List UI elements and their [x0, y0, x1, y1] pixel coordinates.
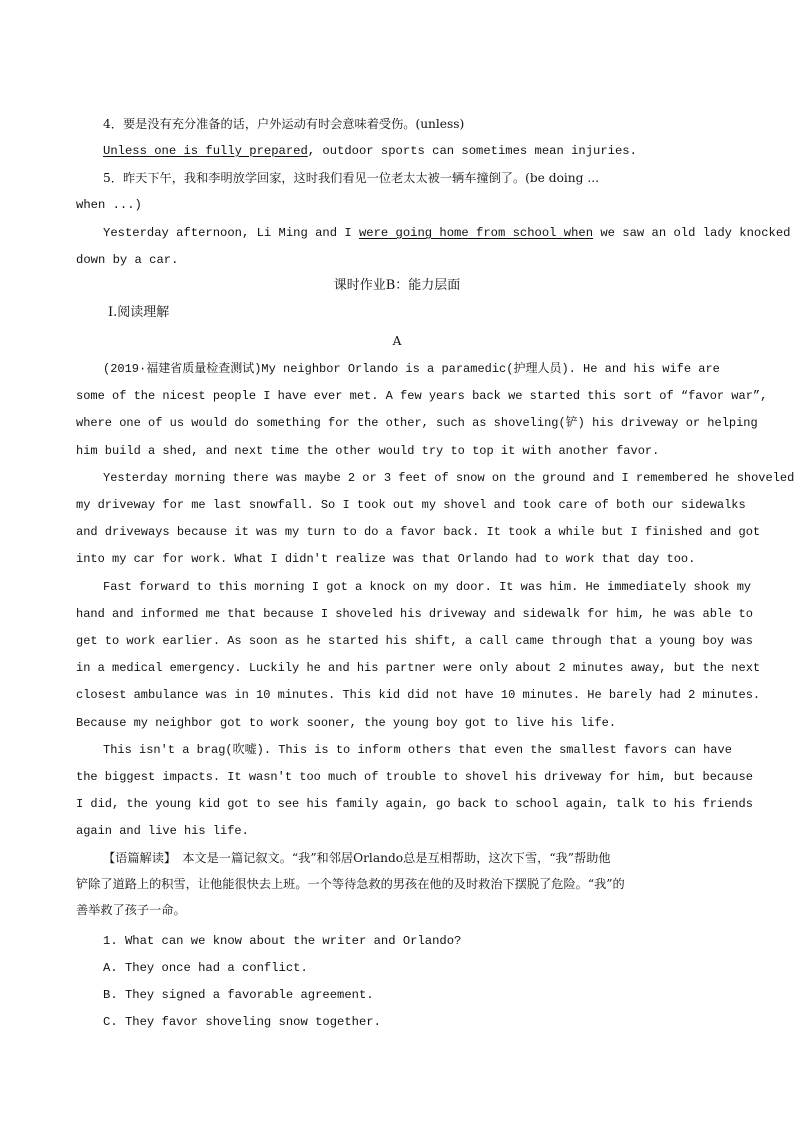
question-5-prompt: 5．昨天下午，我和李明放学回家，这时我们看见一位老太太被一辆车撞倒了。(be doing ...: [103, 171, 599, 185]
passage-line: the biggest impacts. It wasn't too much of trouble to shovel his driveway for him, but because: [76, 770, 753, 784]
question-1-stem: 1. What can we know about the writer and Orlando?: [103, 934, 462, 948]
question-4-answer-rest: , outdoor sports can sometimes mean injuries.: [307, 144, 637, 158]
question-5-answer-post: we saw an old lady knocked: [593, 226, 791, 240]
passage-line: into my car for work. What I didn't realize was that Orlando had to work that day too.: [76, 552, 696, 566]
passage-line: Because my neighbor got to work sooner, the young boy got to live his life.: [76, 716, 617, 730]
passage-line: Yesterday morning there was maybe 2 or 3 feet of snow on the ground and I remembered he shoveled: [103, 471, 794, 485]
passage-line: This isn't a brag(吹嘘). This is to inform others that even the smallest favors can have: [103, 743, 732, 757]
question-5-answer: [103, 225, 791, 241]
passage-line: him build a shed, and next time the other would try to top it with another favor.: [76, 444, 660, 458]
section-heading: Ⅰ.阅读理解: [108, 305, 170, 320]
passage-line: I did, the young kid got to see his family again, go back to school again, talk to his friends: [76, 797, 753, 811]
question-4-answer: [103, 143, 718, 159]
section-title: 课时作业B：能力层面: [333, 278, 461, 293]
passage-label: A: [392, 334, 402, 348]
analysis-line: 【语篇解读】 本文是一篇记叙文。“我”和邻居Orlando总是互相帮助，这次下雪，“我”帮助他: [103, 851, 611, 865]
passage-line: and driveways because it was my turn to do a favor back. It took a while but I finished and got: [76, 525, 761, 539]
question-5-prompt-cont: when ...): [76, 198, 142, 212]
question-4-prompt: 4．要是没有充分准备的话，户外运动有时会意味着受伤。(unless): [103, 117, 465, 131]
passage-line: (2019·福建省质量检查测试)My neighbor Orlando is a paramedic(护理人员). He and his wife are: [103, 362, 720, 376]
question-5-answer-pre: Yesterday afternoon, Li Ming and I: [103, 226, 359, 240]
passage-line: my driveway for me last snowfall. So I took out my shovel and took care of both our sidewalks: [76, 498, 746, 512]
passage-line: closest ambulance was in 10 minutes. This kid did not have 10 minutes. He barely had 2 minutes.: [76, 688, 761, 702]
option-c: C. They favor shoveling snow together.: [103, 1015, 381, 1029]
passage-line: Fast forward to this morning I got a knock on my door. It was him. He immediately shook my: [103, 580, 752, 594]
analysis-line: 铲除了道路上的积雪，让他能很快去上班。一个等待急救的男孩在他的及时救治下摆脱了危险。“我”的: [76, 877, 625, 891]
passage-line: some of the nicest people I have ever met. A few years back we started this sort of “favor war”,: [76, 389, 768, 403]
passage-line: hand and informed me that because I shoveled his driveway and sidewalk for him, he was able to: [76, 607, 753, 621]
passage-line: where one of us would do something for the other, such as shoveling(铲) his driveway or helping: [76, 416, 758, 430]
question-5-answer-underlined: were going home from school when: [358, 226, 594, 240]
passage-line: again and live his life.: [76, 824, 249, 838]
passage-line: in a medical emergency. Luckily he and his partner were only about 2 minutes away, but the next: [76, 661, 761, 675]
question-4-answer-underlined: Unless one is fully prepared: [103, 144, 308, 158]
passage-line: get to work earlier. As soon as he started his shift, a call came through that a young boy was: [76, 634, 753, 648]
option-a: A. They once had a conflict.: [103, 961, 308, 975]
option-b: B. They signed a favorable agreement.: [103, 988, 374, 1002]
analysis-line: 善举救了孩子一命。: [76, 903, 186, 917]
question-5-answer-cont: down by a car.: [76, 253, 179, 267]
